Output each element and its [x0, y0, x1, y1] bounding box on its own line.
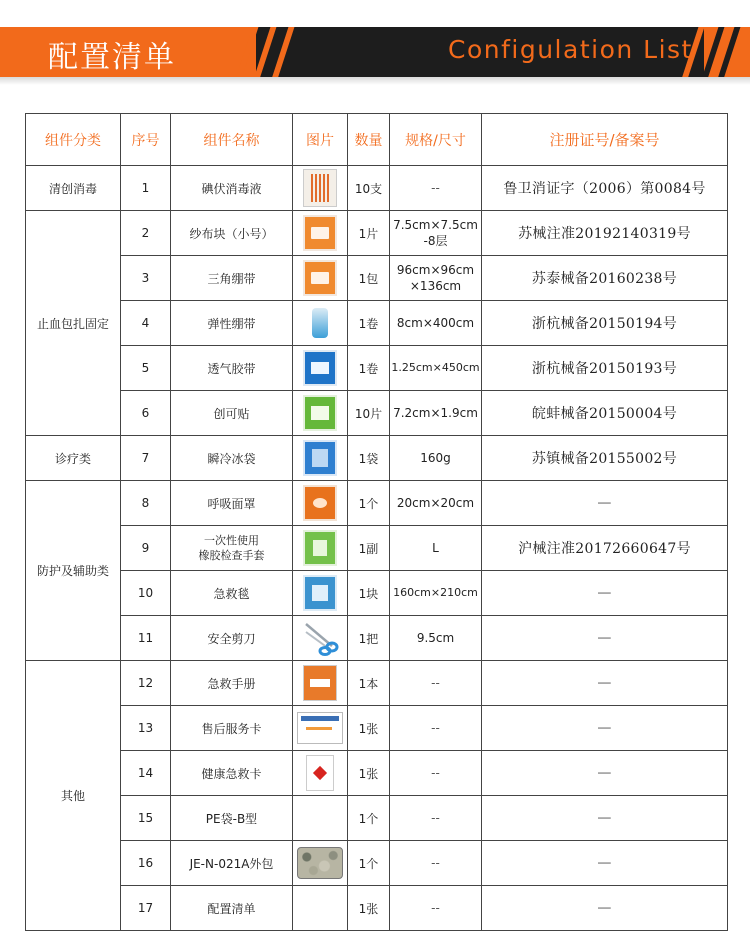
index-cell: 5 — [121, 346, 171, 391]
registration-cell: — — [482, 706, 728, 751]
registration-cell: 浙杭械备20150194号 — [482, 301, 728, 346]
config-list-table — [25, 113, 728, 931]
index-cell: 6 — [121, 391, 171, 436]
registration-cell: — — [482, 481, 728, 526]
category-cell: 诊疗类 — [26, 436, 121, 481]
category-cell: 其他 — [26, 661, 121, 931]
image-cell — [293, 571, 348, 616]
service-card-icon — [297, 712, 343, 744]
triangle-bandage-pack-icon — [303, 260, 337, 296]
registration-cell: — — [482, 796, 728, 841]
image-cell — [293, 346, 348, 391]
image-cell — [293, 706, 348, 751]
table-row — [26, 526, 728, 571]
image-cell — [293, 841, 348, 886]
header-spec: 规格/尺寸 — [390, 114, 482, 166]
category-cell: 清创消毒 — [26, 166, 121, 211]
quantity-cell: 1张 — [348, 751, 390, 796]
table-row — [26, 661, 728, 706]
header-index: 序号 — [121, 114, 171, 166]
name-cell: 急救手册 — [171, 661, 293, 706]
index-cell: 17 — [121, 886, 171, 931]
name-cell: 创可贴 — [171, 391, 293, 436]
name-cell: 弹性绷带 — [171, 301, 293, 346]
header-quantity: 数量 — [348, 114, 390, 166]
cpr-mask-pack-icon — [303, 485, 337, 521]
spec-cell: L — [390, 526, 482, 571]
index-cell: 2 — [121, 211, 171, 256]
page-title-en: Configulation List — [448, 35, 693, 64]
quantity-cell: 1把 — [348, 616, 390, 661]
quantity-cell: 1个 — [348, 796, 390, 841]
name-cell: 碘伏消毒液 — [171, 166, 293, 211]
index-cell: 10 — [121, 571, 171, 616]
spec-cell: 1.25cm×450cm — [390, 346, 482, 391]
quantity-cell: 10支 — [348, 166, 390, 211]
spec-cell: 7.2cm×1.9cm — [390, 391, 482, 436]
index-cell: 1 — [121, 166, 171, 211]
name-cell: 急救毯 — [171, 571, 293, 616]
registration-cell: — — [482, 616, 728, 661]
spec-cell: 9.5cm — [390, 616, 482, 661]
table-row — [26, 256, 728, 301]
category-cell: 防护及辅助类 — [26, 481, 121, 661]
quantity-cell: 10片 — [348, 391, 390, 436]
name-cell: 呼吸面罩 — [171, 481, 293, 526]
spec-cell: -- — [390, 886, 482, 931]
name-cell — [171, 526, 293, 571]
registration-cell: 浙杭械备20150193号 — [482, 346, 728, 391]
table-row — [26, 751, 728, 796]
index-cell: 13 — [121, 706, 171, 751]
spec-cell: -- — [390, 706, 482, 751]
registration-cell: 鲁卫消证字（2006）第0084号 — [482, 166, 728, 211]
index-cell: 8 — [121, 481, 171, 526]
camo-outer-bag-icon — [297, 847, 343, 879]
spec-cell: -- — [390, 661, 482, 706]
table-row — [26, 706, 728, 751]
quantity-cell: 1张 — [348, 706, 390, 751]
quantity-cell: 1包 — [348, 256, 390, 301]
header-registration: 注册证号/备案号 — [482, 114, 728, 166]
image-cell — [293, 796, 348, 841]
image-cell — [293, 751, 348, 796]
image-cell — [293, 481, 348, 526]
name-line: 橡胶检查手套 — [198, 549, 265, 562]
iodine-swab-pack-icon — [303, 169, 337, 207]
index-cell: 9 — [121, 526, 171, 571]
health-card-icon — [306, 755, 334, 791]
name-cell: 配置清单 — [171, 886, 293, 931]
registration-cell: — — [482, 661, 728, 706]
image-cell — [293, 436, 348, 481]
first-aid-manual-icon — [303, 665, 337, 701]
spec-cell: 160g — [390, 436, 482, 481]
emergency-blanket-pack-icon — [303, 575, 337, 611]
spec-cell — [390, 256, 482, 301]
name-cell: PE袋-B型 — [171, 796, 293, 841]
header-banner — [0, 27, 750, 77]
band-aid-pack-icon — [303, 395, 337, 431]
image-cell — [293, 166, 348, 211]
index-cell: 14 — [121, 751, 171, 796]
spec-line: ×136cm — [409, 279, 462, 293]
table-row — [26, 301, 728, 346]
breathable-tape-pack-icon — [303, 350, 337, 386]
spec-line: 96cm×96cm — [396, 263, 475, 277]
table-row — [26, 481, 728, 526]
table-row — [26, 391, 728, 436]
spec-cell: -- — [390, 841, 482, 886]
instant-ice-pack-icon — [303, 440, 337, 476]
image-cell — [293, 886, 348, 931]
quantity-cell: 1片 — [348, 211, 390, 256]
index-cell: 4 — [121, 301, 171, 346]
table-row — [26, 616, 728, 661]
table-row — [26, 211, 728, 256]
image-cell — [293, 301, 348, 346]
image-cell — [293, 391, 348, 436]
quantity-cell: 1卷 — [348, 301, 390, 346]
name-cell: JE-N-021A外包 — [171, 841, 293, 886]
quantity-cell: 1副 — [348, 526, 390, 571]
page-title-cn: 配置清单 — [48, 40, 176, 75]
image-cell — [293, 661, 348, 706]
spec-cell: 20cm×20cm — [390, 481, 482, 526]
table-row — [26, 886, 728, 931]
name-cell: 售后服务卡 — [171, 706, 293, 751]
banner-stripe — [270, 27, 295, 77]
index-cell: 12 — [121, 661, 171, 706]
table-row — [26, 841, 728, 886]
table-row — [26, 166, 728, 211]
quantity-cell: 1袋 — [348, 436, 390, 481]
registration-cell: — — [482, 751, 728, 796]
image-cell — [293, 211, 348, 256]
registration-cell: 皖蚌械备20150004号 — [482, 391, 728, 436]
registration-cell: 沪械注准20172660647号 — [482, 526, 728, 571]
registration-cell: 苏泰械备20160238号 — [482, 256, 728, 301]
gauze-pack-icon — [303, 215, 337, 251]
index-cell: 15 — [121, 796, 171, 841]
spec-line: 7.5cm×7.5cm — [393, 218, 478, 232]
spec-cell: -- — [390, 166, 482, 211]
quantity-cell: 1卷 — [348, 346, 390, 391]
table-row — [26, 796, 728, 841]
table-header-row — [26, 114, 728, 166]
image-cell — [293, 256, 348, 301]
registration-cell: 苏镇械备20155002号 — [482, 436, 728, 481]
quantity-cell: 1个 — [348, 841, 390, 886]
table-row — [26, 346, 728, 391]
registration-cell: — — [482, 886, 728, 931]
quantity-cell: 1张 — [348, 886, 390, 931]
spec-cell: -- — [390, 751, 482, 796]
name-line: 一次性使用 — [204, 534, 259, 547]
category-cell: 止血包扎固定 — [26, 211, 121, 436]
index-cell: 11 — [121, 616, 171, 661]
spec-line: -8层 — [423, 234, 448, 248]
image-cell — [293, 526, 348, 571]
registration-cell: — — [482, 841, 728, 886]
name-cell: 纱布块（小号） — [171, 211, 293, 256]
header-image: 图片 — [293, 114, 348, 166]
safety-scissors-icon — [298, 618, 342, 656]
header-name: 组件名称 — [171, 114, 293, 166]
glove-pack-icon — [303, 530, 337, 566]
registration-cell: — — [482, 571, 728, 616]
table-row — [26, 436, 728, 481]
name-cell: 安全剪刀 — [171, 616, 293, 661]
index-cell: 7 — [121, 436, 171, 481]
elastic-bandage-icon — [310, 306, 330, 340]
spec-cell: 160cm×210cm — [390, 571, 482, 616]
index-cell: 16 — [121, 841, 171, 886]
spec-cell: 8cm×400cm — [390, 301, 482, 346]
name-cell: 三角绷带 — [171, 256, 293, 301]
header-category: 组件分类 — [26, 114, 121, 166]
quantity-cell: 1块 — [348, 571, 390, 616]
image-cell — [293, 616, 348, 661]
table-row — [26, 571, 728, 616]
index-cell: 3 — [121, 256, 171, 301]
registration-cell: 苏械注准20192140319号 — [482, 211, 728, 256]
quantity-cell: 1个 — [348, 481, 390, 526]
spec-cell — [390, 211, 482, 256]
quantity-cell: 1本 — [348, 661, 390, 706]
name-cell: 瞬冷冰袋 — [171, 436, 293, 481]
name-cell: 透气胶带 — [171, 346, 293, 391]
spec-cell: -- — [390, 796, 482, 841]
name-cell: 健康急救卡 — [171, 751, 293, 796]
banner-shadow — [0, 77, 750, 85]
